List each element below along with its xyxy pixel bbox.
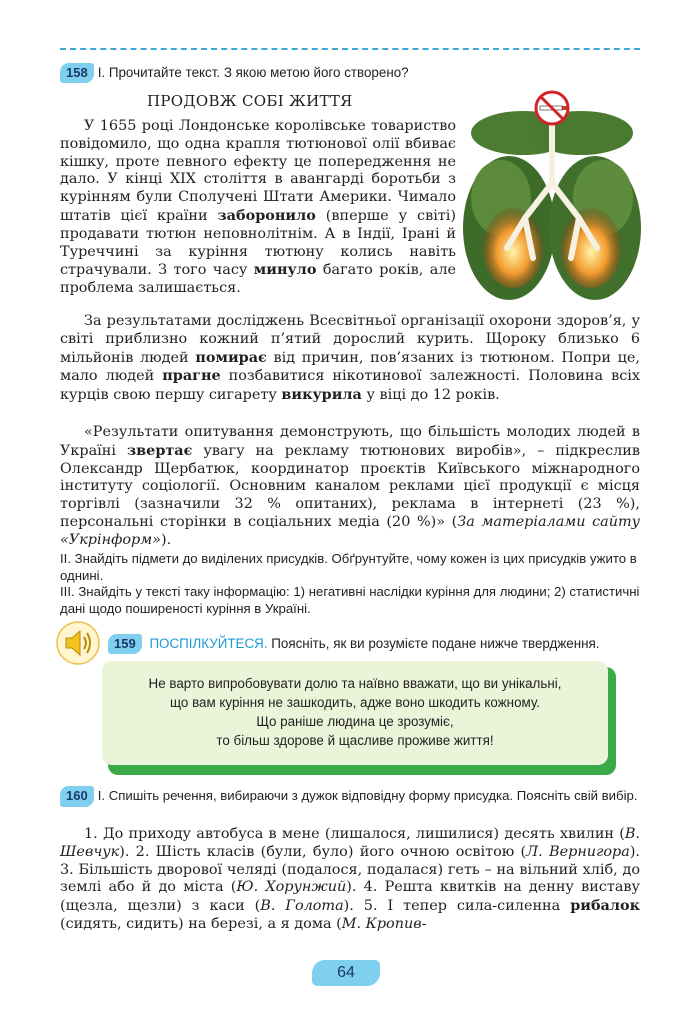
source-citation: В. Шевчук	[60, 826, 640, 860]
task-label: ПОСПІЛКУЙТЕСЯ.	[149, 636, 268, 651]
paragraph-3	[60, 424, 640, 550]
task-number-badge: 158	[60, 63, 94, 83]
source-citation: Л. Вернигора	[526, 843, 630, 860]
text-run: від причин, пов’язаних із тютюном. Попри це, мало людей	[60, 349, 640, 385]
text-title: ПРОДОВЖ СОБІ ЖИТТЯ	[147, 92, 353, 110]
text-run: У 1655 році Лондонське королівське товариство повідомило, що одна крапля тютюнової олії вбиває кішку, проте певного ефекту це попередження не дало. У кінці XIX століття в авангарді боротьби з курінням були Сполучені Штати Америки. Чимало штатів цієї країни	[60, 118, 456, 224]
text-run: ). 5. І тепер сила-силенна	[343, 898, 571, 915]
task-158-part-2: II. Знайдіть підмети до виділених присудків. Обґрунтуйте, чому кожен із цих присудків ужито в однині.	[60, 551, 637, 583]
speaker-icon	[56, 621, 100, 665]
highlighted-predicate: заборонило	[217, 206, 316, 224]
no-smoking-icon	[536, 92, 568, 124]
source-citation: В. Голота	[260, 898, 344, 915]
quote-line: то більш здорове й щасливе проживе життя!	[216, 733, 494, 748]
text-run: За результатами досліджень Всесвітньої організації охорони здоров’я, у світі приблизно кожний п’ятий дорослий курить. Щороку близько 6 мільйонів людей	[60, 313, 640, 366]
task-instruction: I. Спишіть речення, вибираючи з дужок відповідну форму присудка. Поясніть свій вибір.	[97, 788, 638, 803]
sentences-text	[60, 826, 640, 934]
paragraph-1-text	[60, 118, 456, 298]
task-number-badge: 160	[60, 786, 94, 807]
highlighted-predicate: рибалок	[570, 897, 640, 915]
task-158-header	[60, 63, 640, 83]
page-number: 64	[312, 960, 380, 986]
lungs-trees-illustration	[463, 88, 641, 303]
top-dashed-divider	[60, 48, 640, 50]
task-160-sentences	[60, 826, 640, 934]
quote-line: Не варто випробовувати долю та наївно вважати, що ви унікальні,	[148, 676, 562, 691]
text-run: 1. До приходу автобуса в мене (лишалося, лишилися) десять хвилин (	[84, 826, 625, 842]
highlighted-predicate: помирає	[195, 348, 267, 366]
source-citation: Ю. Хорунжий	[236, 879, 347, 896]
highlighted-predicate: викурила	[281, 386, 362, 404]
highlighted-predicate: прагне	[162, 367, 221, 385]
paragraph-1	[60, 118, 456, 298]
task-number-badge: 159	[108, 634, 142, 654]
text-run: позбавитися нікотинової залежності. Половина всіх курців свою першу сигарету	[60, 368, 640, 404]
quote-box	[102, 661, 608, 765]
source-citation: М. Кропив-	[341, 915, 427, 932]
text-run: «Результати опитування демонструють, що більшість молодих людей в Україні	[60, 424, 640, 459]
text-run: у віці до 12 років.	[361, 387, 500, 404]
task-158-part-3: III. Знайдіть у тексті таку інформацію: 1) негативні наслідки куріння для людини; 2) статистичні дані щодо поширеності куріння в Україні.	[60, 584, 640, 616]
quote-line: що вам куріння не зашкодить, адже воно шкодить кожному.	[170, 695, 540, 710]
source-citation: За матеріалами сайту «Укрінформ»	[60, 513, 640, 548]
task-160-header	[60, 786, 640, 807]
task-159-header	[108, 634, 648, 654]
paragraph-2-text	[60, 313, 640, 405]
text-run: увагу на рекламу тютюнових виробів», – підкреслив Олександр Щербатюк, координатор проєктів Київського міжнародного інституту соціології. Основним каналом реклами цієї продукції є місця торгівлі (зазначили 32 % опитаних), реклама в інтернеті (23 %), персональні сторінки в соціальних медіа (20 %)» (	[60, 442, 640, 530]
text-run: ). 3. Більшість дворової челяді (подалося, подалася) геть – на вільний хліб, до землі або й до міста (	[60, 843, 641, 896]
highlighted-predicate: минуло	[253, 261, 317, 279]
paragraph-3-text	[60, 424, 640, 550]
task-instruction: I. Прочитайте текст. З якою метою його створено?	[97, 65, 409, 80]
text-run: (сидять, сидить) на березі, а я дома (	[60, 915, 342, 932]
text-run: ). 2. Шість класів (були, було) його очною освітою (	[119, 843, 527, 860]
quote-line: Що раніше людина це зрозуміє,	[256, 714, 454, 729]
highlighted-predicate: звертає	[126, 441, 193, 459]
text-run: ). 4. Решта квитків на денну виставу (щезла, щезли) з каси (	[60, 879, 640, 915]
text-run: ).	[160, 531, 172, 548]
paragraph-2	[60, 313, 640, 405]
text-run: (вперше у світі) продавати тютюн неповнолітнім. А в Індії, Ірані й Туреччині за куріння тютюну колись навіть страчували. З того часу	[60, 207, 456, 279]
text-run: багато років, але проблема залишається.	[60, 262, 456, 297]
task-instruction: Поясніть, як ви розумієте подане нижче твердження.	[271, 636, 600, 651]
